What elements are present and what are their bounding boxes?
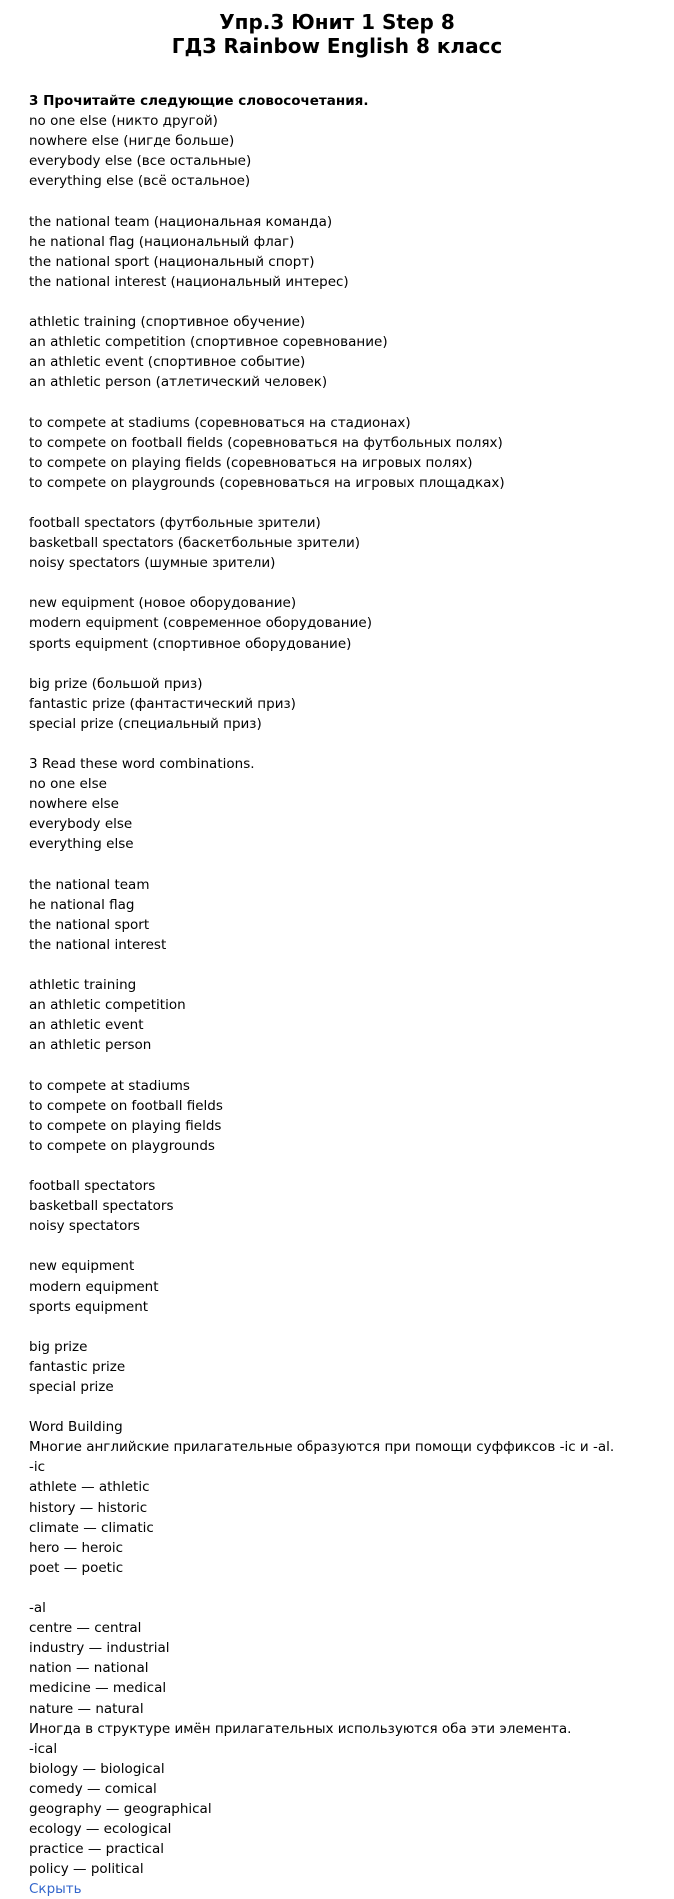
text-line: an athletic event: [29, 1017, 144, 1034]
text-line: an athletic competition: [29, 997, 186, 1014]
text-line: athlete — athletic: [29, 1479, 150, 1496]
text-line: to compete on playgrounds: [29, 1137, 215, 1154]
text-line: modern equipment: [29, 1278, 159, 1295]
blank-line: [29, 392, 649, 412]
blank-line: [29, 1397, 649, 1417]
text-line: an athletic person: [29, 1037, 152, 1054]
text-line: noisy spectators: [29, 1218, 140, 1235]
text-line: athletic training: [29, 977, 137, 994]
text-line: the national sport: [29, 916, 150, 933]
text-line: hero — heroic: [29, 1539, 124, 1556]
blank-line: [29, 734, 649, 754]
text-line: special prize: [29, 1379, 114, 1395]
text-line: policy — political: [29, 1861, 144, 1878]
text-line: sports equipment (спортивное оборудование): [29, 635, 352, 652]
blank-line: [29, 1156, 649, 1176]
text-line: nation — national: [29, 1660, 149, 1677]
blank-line: [29, 1056, 649, 1076]
text-line: new equipment (новое оборудование): [29, 595, 297, 612]
text-lines: [29, 111, 649, 1879]
text-line: the national team: [29, 876, 150, 893]
text-line: fantastic prize (фантастический приз): [29, 695, 296, 712]
text-line: climate — climatic: [29, 1519, 154, 1536]
text-line: to compete on football fields (соревноваться на футбольных полях): [29, 434, 503, 451]
text-line: special prize (специальный приз): [29, 715, 262, 732]
text-line: to compete on playing fields (соревноваться на игровых полях): [29, 454, 473, 471]
blank-line: [29, 1236, 649, 1256]
blank-line: [29, 855, 649, 875]
text-line: football spectators (футбольные зрители): [29, 514, 321, 531]
exercise-content: [29, 91, 649, 1899]
text-line: everybody else (все остальные): [29, 153, 252, 170]
text-line: biology — biological: [29, 1760, 165, 1777]
text-line: to compete at stadiums (соревноваться на стадионах): [29, 414, 411, 431]
text-line: -al: [29, 1600, 46, 1617]
text-line: he national flag (национальный флаг): [29, 233, 295, 250]
text-line: basketball spectators (баскетбольные зрители): [29, 535, 360, 552]
text-line: everything else (всё остальное): [29, 173, 251, 190]
text-line: to compete on football fields: [29, 1097, 223, 1114]
blank-line: [29, 292, 649, 312]
text-line: Многие английские прилагательные образуются при помощи суффиксов -ic и -al.: [29, 1439, 615, 1456]
text-line: big prize (большой приз): [29, 675, 203, 692]
text-line: no one else: [29, 776, 107, 793]
text-line: an athletic event (спортивное событие): [29, 354, 306, 371]
blank-line: [29, 1317, 649, 1337]
text-line: centre — central: [29, 1620, 142, 1637]
text-line: everything else: [29, 836, 134, 853]
text-line: to compete at stadiums: [29, 1077, 190, 1094]
text-line: ecology — ecological: [29, 1821, 172, 1838]
text-line: the national team (национальная команда): [29, 213, 333, 230]
text-line: the national interest: [29, 936, 167, 953]
text-line: he national flag: [29, 896, 135, 913]
blank-line: [29, 493, 649, 513]
text-line: big prize: [29, 1338, 88, 1355]
text-line: 3 Read these word combinations.: [29, 756, 255, 773]
text-line: sports equipment: [29, 1298, 149, 1315]
blank-line: [29, 654, 649, 674]
text-line: history — historic: [29, 1499, 148, 1516]
blank-line: [29, 191, 649, 211]
blank-line: [29, 573, 649, 593]
exercise-heading: 3 Прочитайте следующие словосочетания.: [29, 93, 369, 109]
text-line: practice — practical: [29, 1841, 164, 1858]
text-line: geography — geographical: [29, 1800, 212, 1817]
text-line: to compete on playing fields: [29, 1117, 222, 1134]
text-line: -ic: [29, 1459, 46, 1476]
text-line: industry — industrial: [29, 1640, 170, 1657]
page-header: [0, 10, 674, 58]
text-line: noisy spectators (шумные зрители): [29, 555, 276, 572]
page-title-line1: Упр.3 Юнит 1 Step 8: [219, 10, 455, 34]
text-line: to compete on playgrounds (соревноваться на игровых площадках): [29, 474, 505, 491]
text-line: modern equipment (современное оборудование): [29, 615, 372, 632]
blank-line: [29, 955, 649, 975]
text-line: Word Building: [29, 1419, 123, 1436]
text-line: no one else (никто другой): [29, 113, 218, 130]
text-line: comedy — comical: [29, 1780, 157, 1797]
text-line: the national interest (национальный интерес): [29, 273, 349, 290]
text-line: nowhere else (нигде больше): [29, 133, 235, 150]
text-line: an athletic competition (спортивное соревнование): [29, 334, 388, 351]
text-line: athletic training (спортивное обучение): [29, 314, 306, 331]
text-line: -ical: [29, 1740, 58, 1757]
text-line: nowhere else: [29, 796, 119, 813]
text-line: fantastic prize: [29, 1358, 126, 1375]
text-line: Иногда в структуре имён прилагательных используются оба эти элемента.: [29, 1720, 572, 1737]
text-line: medicine — medical: [29, 1680, 167, 1697]
text-line: nature — natural: [29, 1700, 144, 1717]
text-line: new equipment: [29, 1258, 135, 1275]
text-line: the national sport (национальный спорт): [29, 253, 315, 270]
text-line: basketball spectators: [29, 1198, 174, 1215]
text-line: poet — poetic: [29, 1559, 124, 1576]
hide-link[interactable]: Скрыть: [29, 1881, 82, 1898]
text-line: everybody else: [29, 816, 133, 833]
text-line: an athletic person (атлетический человек): [29, 374, 328, 391]
blank-line: [29, 1578, 649, 1598]
text-line: football spectators: [29, 1178, 156, 1195]
page-title-line2: ГДЗ Rainbow English 8 класс: [171, 34, 503, 58]
